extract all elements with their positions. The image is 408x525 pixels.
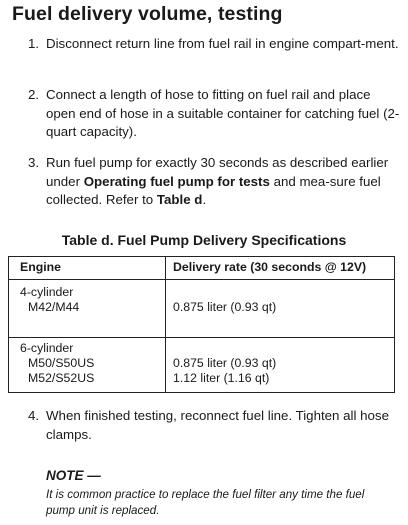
step-text: Disconnect return line from fuel rail in engine compart-ment. [46,36,399,51]
engine-type: 6-cylinder [20,341,74,355]
step-4 [28,407,400,444]
note-title: NOTE — [46,468,101,483]
delivery-rate-value: 1.12 liter (1.16 qt) [173,371,270,385]
step-number: 1. [28,36,40,51]
column-divider [165,257,166,392]
step-number: 2. [28,87,40,102]
step-text-part: . [202,192,207,207]
engine-code: M42/M44 [28,300,80,314]
step-number: 3. [28,155,40,170]
table-caption: Table d. Fuel Pump Delivery Specifications [61,232,347,248]
step-1 [28,35,400,54]
delivery-spec-table [8,256,395,393]
note-body: It is common practice to replace the fuel filter any time the fuel pump unit is replaced. [46,488,365,517]
column-header-engine: Engine [20,260,61,274]
section-heading: Fuel delivery volume, testing [12,3,283,25]
engine-code: M50/S50US [28,356,95,370]
row-divider [9,337,394,338]
column-header-delivery-rate: Delivery rate (30 seconds @ 12V) [173,260,367,274]
delivery-rate-value: 0.875 liter (0.93 qt) [173,300,277,314]
header-divider [9,279,394,280]
step-text: Connect a length of hose to fitting on fuel rail and place open end of hose in a suitable container for catching fuel (2-quart capacity). [46,87,400,139]
delivery-rate-value: 0.875 liter (0.93 qt) [173,356,277,370]
engine-type: 4-cylinder [20,285,74,299]
engine-code: M52/S52US [28,371,95,385]
table-reference: Table d [156,192,203,207]
step-text-part: and mea-sure fuel collected. Refer to [46,173,381,207]
step-3 [28,154,400,210]
step-text-part: Run fuel pump for exactly 30 seconds as described earlier under [46,155,389,189]
procedure-reference: Operating fuel pump for tests [83,173,270,189]
step-number: 4. [28,408,40,423]
step-text [46,154,400,210]
step-text: When finished testing, reconnect fuel line. Tighten all hose clamps. [46,408,389,442]
step-2 [28,86,400,142]
